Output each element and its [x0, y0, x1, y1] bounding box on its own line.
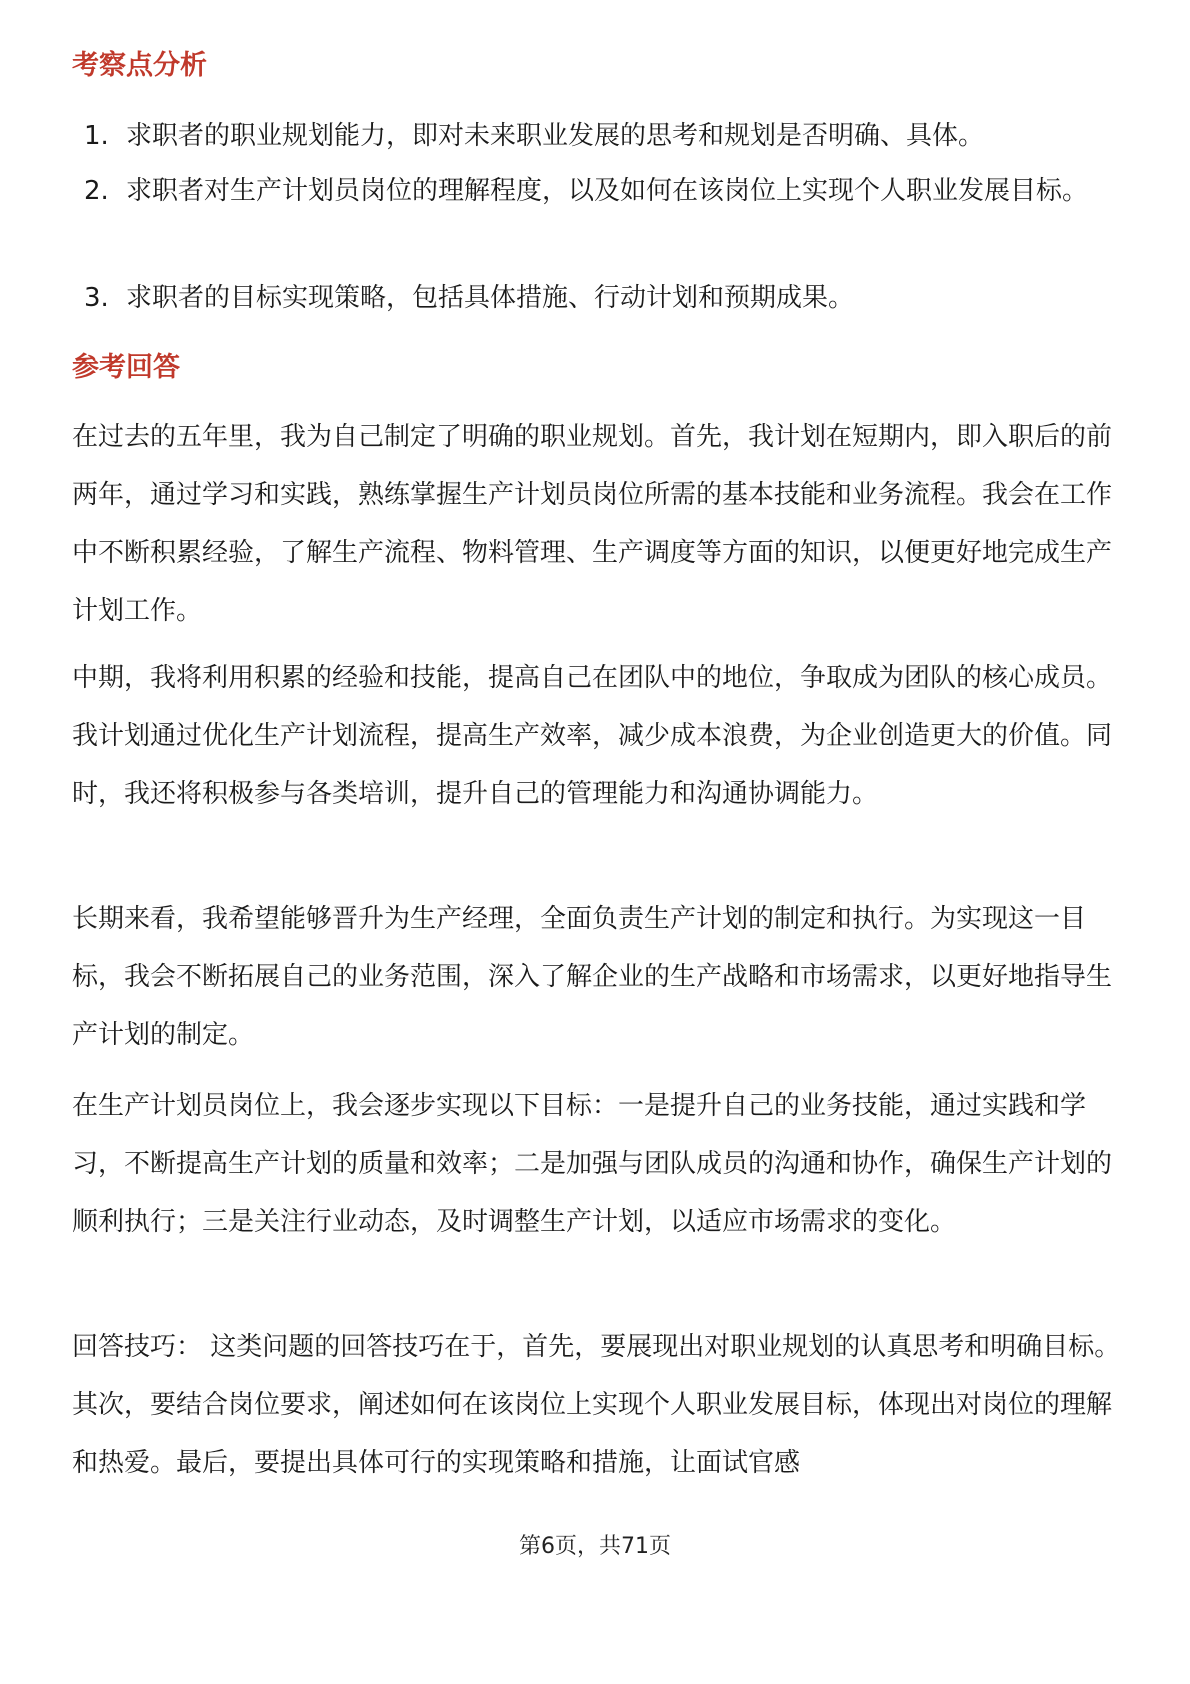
item-number: 3.: [84, 283, 109, 313]
analysis-item-1: [84, 107, 1124, 165]
answer-paragraph-3: 长期来看，我希望能够晋升为生产经理，全面负责生产计划的制定和执行。为实现这一目标，我会不断拓展自己的业务范围，深入了解企业的生产战略和市场需求，以更好地指导生产计划的制定。: [72, 904, 1113, 1050]
item-text: 求职者对生产计划员岗位的理解程度，以及如何在该岗位上实现个人职业发展目标。: [126, 176, 1089, 206]
item-text: 求职者的职业规划能力，即对未来职业发展的思考和规划是否明确、具体。: [126, 121, 985, 151]
page-number: 第6页，共71页: [519, 1534, 671, 1559]
analysis-item-3: [84, 269, 1124, 327]
item-number: 1.: [84, 121, 109, 151]
answer-paragraph-4: 在生产计划员岗位上，我会逐步实现以下目标：一是提升自己的业务技能，通过实践和学习，不断提高生产计划的质量和效率；二是加强与团队成员的沟通和协作，确保生产计划的顺利执行；三是关注行业动态，及时调整生产计划，以适应市场需求的变化。: [72, 1091, 1113, 1237]
item-text: 求职者的目标实现策略，包括具体措施、行动计划和预期成果。: [126, 283, 855, 313]
answer-heading: 参考回答: [72, 352, 180, 383]
analysis-heading: 考察点分析: [72, 50, 207, 81]
item-number: 2.: [84, 176, 109, 206]
answer-tips-paragraph: 回答技巧： 这类问题的回答技巧在于，首先，要展现出对职业规划的认真思考和明确目标。其次，要结合岗位要求，阐述如何在该岗位上实现个人职业发展目标，体现出对岗位的理解和热爱。最后，要提出具体可行的实现策略和措施，让面试官感: [72, 1332, 1121, 1478]
answer-paragraph-2: 中期，我将利用积累的经验和技能，提高自己在团队中的地位，争取成为团队的核心成员。我计划通过优化生产计划流程，提高生产效率，减少成本浪费，为企业创造更大的价值。同时，我还将积极参与各类培训，提升自己的管理能力和沟通协调能力。: [72, 663, 1113, 809]
analysis-item-2: [84, 162, 1124, 220]
answer-paragraph-1: 在过去的五年里，我为自己制定了明确的职业规划。首先，我计划在短期内，即入职后的前两年，通过学习和实践，熟练掌握生产计划员岗位所需的基本技能和业务流程。我会在工作中不断积累经验，了解生产流程、物料管理、生产调度等方面的知识，以便更好地完成生产计划工作。: [72, 422, 1113, 626]
